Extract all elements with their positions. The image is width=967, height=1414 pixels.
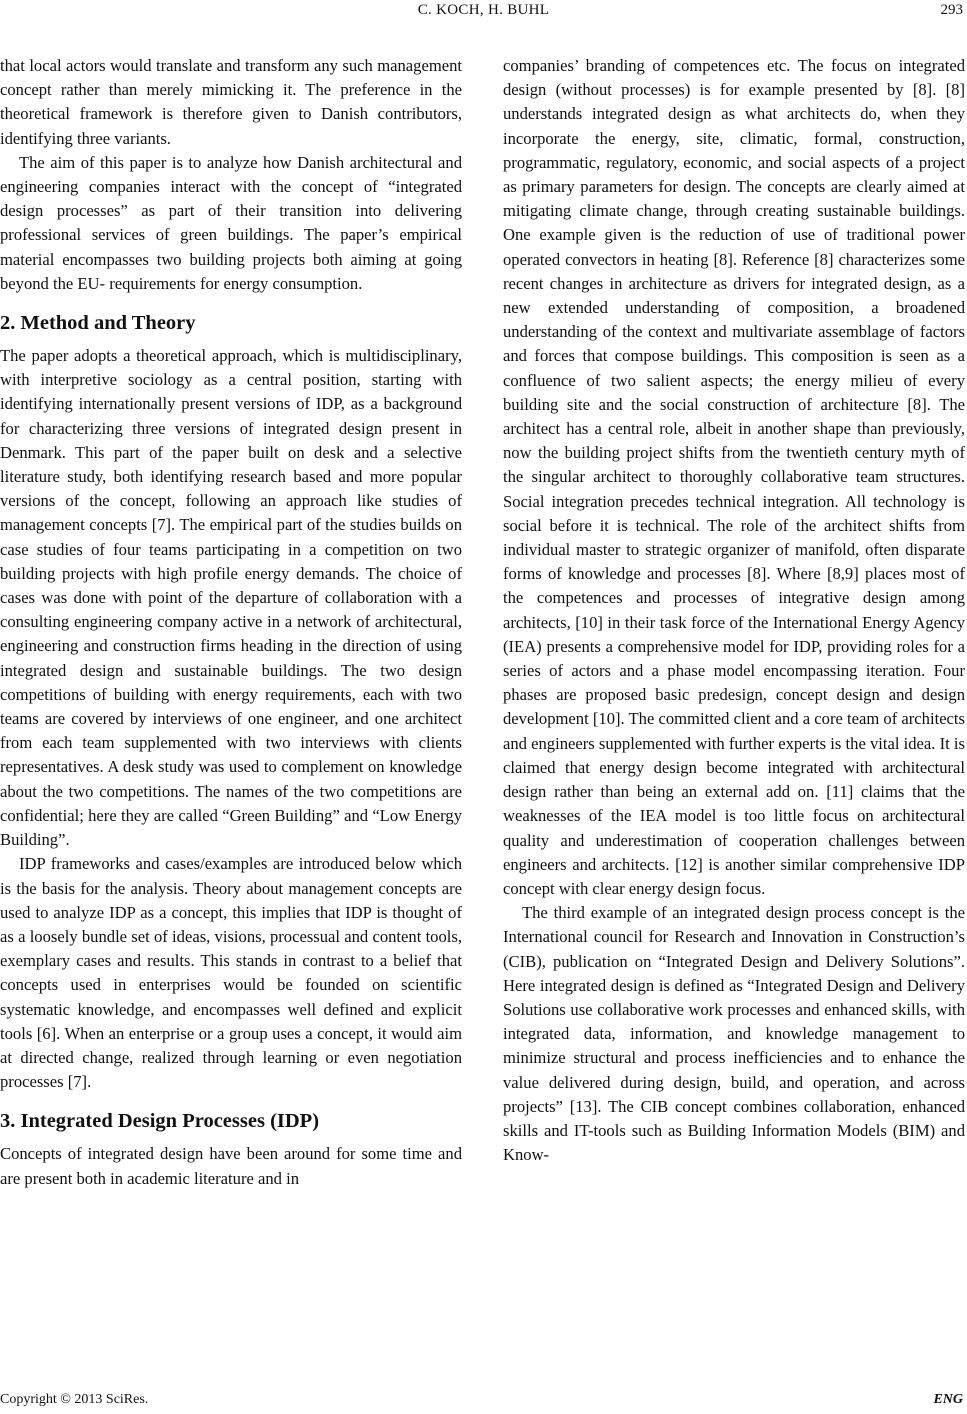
left-column xyxy=(0,54,462,1191)
running-header xyxy=(0,0,967,24)
page-footer xyxy=(0,1392,967,1414)
paragraph: that local actors would translate and transform any such management concept rather than merely mimicking it. The preference in the theoretical framework is therefore given to Danish contributors, identifying three variants. xyxy=(0,56,462,148)
paragraph: IDP frameworks and cases/examples are introduced below which is the basis for the analysis. Theory about management concepts are used to analyze IDP as a concept, this implies that IDP is thought of as a loosely bundle set of ideas, visions, processual and content tools, exemplary cases and results. This stands in contrast to a belief that concepts used in enterprises would be founded on scientific systematic knowledge, and encompasses well defined and explicit tools [6]. When an enterprise or a group uses a concept, it would aim at directed change, realized through learning or even negotiation processes [7]. xyxy=(0,854,462,1092)
paragraph: The third example of an integrated design process concept is the International council for Research and Innovation in Construction’s (CIB), publication on “Integrated Design and Delivery Solutions”. Here integrated design is defined as “Integrated Design and Delivery Solutions use collaborative work processes and enhanced skills, with integrated data, information, and knowledge management to minimize structural and process inefficiencies and to enhance the value delivered during design, build, and operation, and across projects” [13]. The CIB concept combines collaboration, enhanced skills and IT-tools such as Building Information Models (BIM) and Know- xyxy=(503,903,965,1165)
copyright-notice: Copyright © 2013 SciRes. xyxy=(0,1392,149,1407)
right-column xyxy=(503,54,965,1167)
section-heading-integrated-design-processes: 3. Integrated Design Processes (IDP) xyxy=(0,1110,320,1133)
running-header-authors: C. KOCH, H. BUHL xyxy=(417,2,550,18)
paragraph: The aim of this paper is to analyze how Danish architectural and engineering companies interact with the concept of “integrated design processes” as part of their transition into delivering professional services of green buildings. The paper’s empirical material encompasses two building projects both aiming at going beyond the EU- requirements for energy consumption. xyxy=(0,152,462,293)
paragraph: companies’ branding of competences etc. The focus on integrated design (without processes) is for example presented by [8]. [8] understands integrated design as what architects do, when they incorporate the energy, site, climatic, formal, construction, programmatic, regulatory, economic, and social aspects of a project as primary parameters for design. The concepts are clearly aimed at mitigating climate change, through creating sustainable buildings. One example given is the reduction of use of traditional power operated convectors in heating [8]. Reference [8] characterizes some recent changes in architecture as drivers for integrated design, as a new extended understanding of composition, a broadened understanding of the context and multivariate assemblage of factors and forces that compose buildings. This composition is seen as a confluence of two salient aspects; the energy milieu of every building site and the social construction of architecture [8]. The architect has a central role, albeit in another shape than previously, now the building project shifts from the twentieth century myth of the singular architect to thoroughly collaborative team structures. Social integration precedes technical integration. All technology is social before it is technical. The role of the architect shifts from individual master to strategic organizer of manifold, often disparate forms of knowledge and processes [8]. Where [8,9] places most of the competences and processes of integrative design among architects, [10] in their task force of the International Energy Agency (IEA) presents a comprehensive model for IDP, providing roles for a series of actors and a phase model encompassing iteration. Four phases are proposed basic predesign, concept design and design development [10]. The committed client and a core team of architects and engineers supplemented with further experts is the vital idea. It is claimed that energy design become integrated with architectural design rather than being an external add on. [11] claims that the weaknesses of the IEA model is too little focus on architectural quality and underestimation of cooperation challenges between engineers and architects. [12] is another similar comprehensive IDP concept with clear energy design focus. xyxy=(503,56,965,898)
section-heading-method-and-theory: 2. Method and Theory xyxy=(0,312,196,335)
journal-abbreviation: ENG xyxy=(933,1392,963,1407)
paragraph: The paper adopts a theoretical approach, which is multidisciplinary, with interpretive sociology as a central position, starting with identifying internationally present versions of IDP, as a background for characterizing three versions of integrated design present in Denmark. This part of the paper built on desk and a selective literature study, both identifying research based and more popular versions of the concept, following an approach like studies of management concepts [7]. The empirical part of the studies builds on case studies of four teams participating in a competition on two building projects with high profile energy demands. The choice of cases was done with point of the departure of collaboration with a consulting engineering company active in a network of architectural, engineering and construction firms heading in the direction of using integrated design and sustainable buildings. The two design competitions of building with energy requirements, each with two teams are covered by interviews of one engineer, and one architect from each team supplemented with two interviews with clients representatives. A desk study was used to complement on knowledge about the two competitions. The names of the two competitions are confidential; here they are called “Green Building” and “Low Energy Building”. xyxy=(0,346,462,850)
page-number: 293 xyxy=(940,2,963,18)
paragraph: Concepts of integrated design have been around for some time and are present both in academic literature and in xyxy=(0,1144,462,1188)
